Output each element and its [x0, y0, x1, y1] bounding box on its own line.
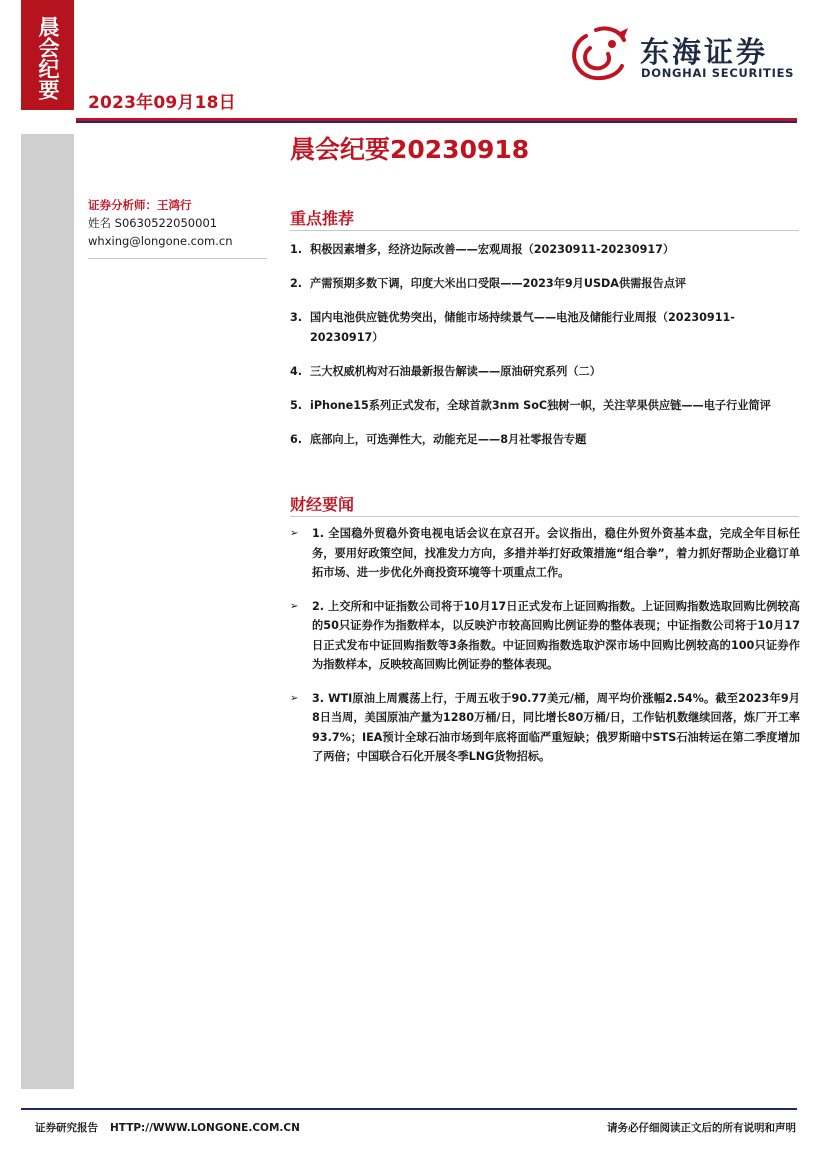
- side-tab: [21, 0, 74, 110]
- footer-left: [35, 1120, 300, 1135]
- recommend-item-text: 三大权威机构对石油最新报告解读——原油研究系列（二）: [310, 365, 601, 378]
- recommend-item-text: 国内电池供应链优势突出，储能市场持续景气——电池及储能行业周报（20230911-20230917）: [310, 311, 735, 344]
- footer-notice: 请务必仔细阅读正文后的所有说明和声明: [607, 1122, 796, 1134]
- news-section-line: [290, 516, 799, 517]
- logo-chinese-name: 东海证券: [640, 35, 769, 69]
- news-section-title: 财经要闻: [290, 495, 355, 514]
- footer-url[interactable]: HTTP://WWW.LONGONE.COM.CN: [110, 1122, 300, 1134]
- recommend-item-text: iPhone15系列正式发布，全球首款3nm SoC独树一帜，关注苹果供应链——电子行业简评: [310, 399, 771, 412]
- recommend-item-text: 产需预期多数下调，印度大米出口受限——2023年9月USDA供需报告点评: [310, 277, 687, 290]
- news-list: [290, 524, 800, 781]
- footer-rule: [21, 1108, 797, 1110]
- recommend-item[interactable]: [290, 430, 800, 450]
- footer-report-type: 证券研究报告: [35, 1122, 98, 1134]
- recommend-list: [290, 240, 800, 464]
- recommend-item-number: 5.: [290, 399, 303, 412]
- news-item-text: 2. 上交所和中证指数公司将于10月17日正式发布上证回购指数。上证回购指数选取回购比例较高的50只证券作为指数样本，以反映沪市较高回购比例证券的整体表现；中证指数公司将于10月17日正式发布中证回购指数等3条指数。中证回购指数选取沪深市场中回购比例较高的100只证券作为指数样本，反映较高回购比例证券的整体表现。: [312, 599, 800, 671]
- recommend-section-title: 重点推荐: [290, 209, 355, 228]
- analyst-divider: [88, 250, 267, 259]
- report-date: 2023年09月18日: [88, 93, 236, 113]
- analyst-info: [88, 196, 268, 259]
- news-item: [290, 524, 800, 583]
- page-title: 晨会纪要20230918: [290, 135, 530, 164]
- recommend-item[interactable]: [290, 396, 800, 416]
- news-item-text: 1. 全国稳外贸稳外资电视电话会议在京召开。会议指出，稳住外贸外资基本盘，完成全年目标任务，要用好政策空间，找准发力方向，多措并举打好政策措施“组合拳”，着力抓好帮助企业稳订单拓市场、进一步优化外商投资环境等十项重点工作。: [312, 527, 800, 579]
- recommend-item[interactable]: [290, 362, 800, 382]
- recommend-item-text: 积极因素增多，经济边际改善——宏观周报（20230911-20230917）: [310, 243, 675, 256]
- analyst-name: 王鸿行: [157, 198, 192, 212]
- logo-english-name: DONGHAI SECURITIES: [641, 66, 795, 80]
- side-tab-label: 晨会纪要: [36, 16, 60, 100]
- analyst-email[interactable]: whxing@longone.com.cn: [88, 234, 233, 248]
- recommend-item-number: 3.: [290, 311, 303, 324]
- analyst-label: 证券分析师：: [88, 198, 157, 212]
- news-item: [290, 689, 800, 767]
- recommend-item-number: 6.: [290, 433, 303, 446]
- arrow-bullet-icon: ➢: [290, 692, 299, 704]
- arrow-bullet-icon: ➢: [290, 600, 299, 612]
- recommend-item[interactable]: [290, 308, 800, 348]
- recommend-item-number: 2.: [290, 277, 303, 290]
- recommend-item-number: 1.: [290, 243, 303, 256]
- arrow-bullet-icon: ➢: [290, 528, 299, 539]
- news-item-text: 3. WTI原油上周震荡上行，于周五收于90.77美元/桶，周平均价涨幅2.54%。截至2023年9月8日当周，美国原油产量为1280万桶/日，同比增长80万桶/日，工作钻机数继续回落，炼厂开工率93.7%；IEA预计全球石油市场到年底将面临严重短缺；俄罗斯暗中STS石油转运在第二季度增加了两倍；中国联合石化开展冬季LNG货物招标。: [312, 691, 800, 763]
- recommend-section-line: [290, 230, 799, 231]
- recommend-item[interactable]: [290, 274, 800, 294]
- recommend-item-number: 4.: [290, 365, 303, 378]
- news-item: [290, 597, 800, 675]
- recommend-item[interactable]: [290, 240, 800, 260]
- recommend-item-text: 底部向上，可选弹性大，动能充足——8月社零报告专题: [310, 433, 587, 446]
- analyst-cert: 姓名 S0630522050001: [88, 216, 218, 230]
- header-rule-navy: [76, 121, 797, 123]
- left-gray-bar: [21, 134, 74, 1089]
